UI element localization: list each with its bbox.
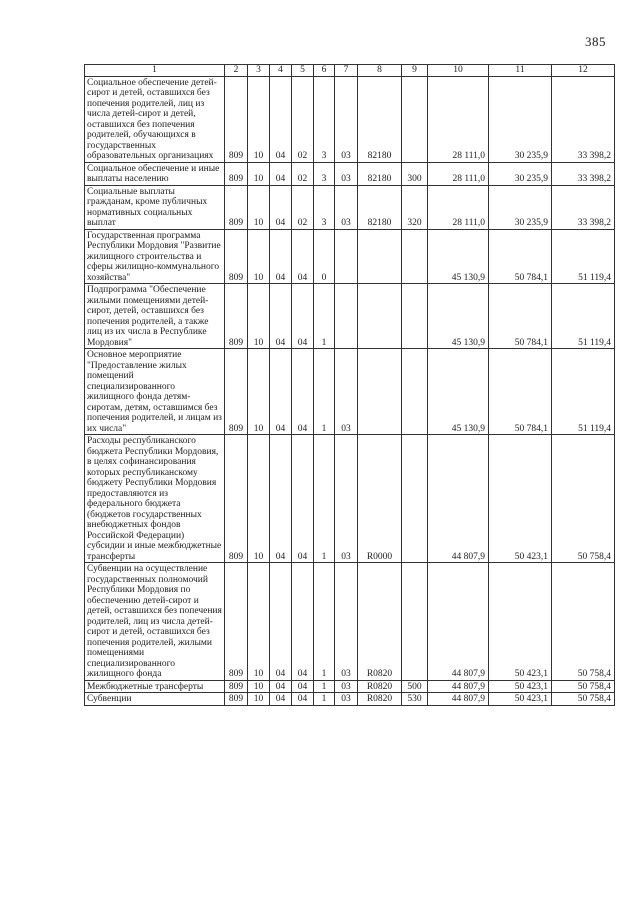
- cell-code-2: 809: [225, 349, 248, 435]
- cell-code-5: 04: [292, 435, 314, 563]
- cell-code-3: 10: [248, 76, 270, 162]
- cell-code-2: 809: [225, 284, 248, 349]
- cell-amount-10: 28 111,0: [428, 76, 489, 162]
- cell-code-5: 04: [292, 563, 314, 681]
- cell-code-7: 03: [335, 185, 358, 229]
- cell-amount-11: 30 235,9: [489, 76, 552, 162]
- cell-amount-11: 50 423,1: [489, 693, 552, 706]
- cell-code-3: 10: [248, 229, 270, 284]
- cell-code-3: 10: [248, 435, 270, 563]
- cell-code-8: 82180: [358, 162, 402, 185]
- column-header: 12: [552, 65, 615, 77]
- cell-code-4: 04: [270, 185, 292, 229]
- cell-code-8: [358, 349, 402, 435]
- cell-code-7: [335, 284, 358, 349]
- cell-code-2: 809: [225, 162, 248, 185]
- cell-code-5: 02: [292, 76, 314, 162]
- cell-code-3: 10: [248, 349, 270, 435]
- table-row: [85, 693, 615, 706]
- row-name: Субвенции: [85, 693, 225, 706]
- table-row: [85, 185, 615, 229]
- cell-code-6: 3: [314, 76, 335, 162]
- cell-amount-11: 50 784,1: [489, 229, 552, 284]
- cell-code-7: 03: [335, 349, 358, 435]
- table-row: [85, 349, 615, 435]
- cell-code-5: 02: [292, 162, 314, 185]
- cell-code-6: 3: [314, 162, 335, 185]
- row-name: Социальные выплаты гражданам, кроме публичных нормативных социальных выплат: [85, 185, 225, 229]
- cell-code-5: 04: [292, 693, 314, 706]
- cell-code-4: 04: [270, 693, 292, 706]
- cell-amount-12: 33 398,2: [552, 162, 615, 185]
- row-name: Подпрограмма "Обеспечение жилыми помещениями детей-сирот, детей, оставшихся без попечения родителей, а также лиц из их числа в Республике Мордовия": [85, 284, 225, 349]
- cell-amount-10: 44 807,9: [428, 435, 489, 563]
- column-header: 8: [358, 65, 402, 77]
- cell-code-7: [335, 229, 358, 284]
- cell-code-4: 04: [270, 435, 292, 563]
- cell-amount-12: 50 758,4: [552, 563, 615, 681]
- column-header: 4: [270, 65, 292, 77]
- cell-code-7: 03: [335, 563, 358, 681]
- cell-code-9: [402, 229, 428, 284]
- table-row: [85, 76, 615, 162]
- cell-code-9: [402, 563, 428, 681]
- cell-code-7: 03: [335, 693, 358, 706]
- column-header: 2: [225, 65, 248, 77]
- cell-amount-11: 50 423,1: [489, 563, 552, 681]
- cell-code-4: 04: [270, 563, 292, 681]
- cell-code-7: 03: [335, 76, 358, 162]
- cell-code-6: 1: [314, 693, 335, 706]
- cell-amount-12: 50 758,4: [552, 435, 615, 563]
- cell-code-3: 10: [248, 185, 270, 229]
- cell-code-7: 03: [335, 680, 358, 693]
- cell-amount-11: 30 235,9: [489, 185, 552, 229]
- cell-amount-10: 45 130,9: [428, 229, 489, 284]
- row-name: Расходы республиканского бюджета Республики Мордовия, в целях софинансирования которых республиканскому бюджету Республики Мордовия предоставляются из федерального бюджета (бюджетов государственных внебюджетных фондов Российской Федерации) субсидии и иные межбюджетные трансферты: [85, 435, 225, 563]
- cell-code-5: 04: [292, 680, 314, 693]
- cell-code-9: 530: [402, 693, 428, 706]
- cell-amount-12: 33 398,2: [552, 185, 615, 229]
- cell-code-2: 809: [225, 229, 248, 284]
- row-name: Государственная программа Республики Мордовия "Развитие жилищного строительства и сферы жилищно-коммунального хозяйства": [85, 229, 225, 284]
- table-row: [85, 680, 615, 693]
- cell-code-8: [358, 229, 402, 284]
- row-name: Субвенции на осуществление государственных полномочий Республики Мордовия по обеспечению детей-сирот и детей, оставшихся без попечения родителей, лиц из числа детей-сирот и детей, оставшихся без попечения родителей, жилыми помещениями специализированного жилищного фонда: [85, 563, 225, 681]
- table-row: [85, 229, 615, 284]
- cell-code-9: [402, 284, 428, 349]
- cell-code-4: 04: [270, 284, 292, 349]
- cell-amount-12: 33 398,2: [552, 76, 615, 162]
- cell-code-2: 809: [225, 693, 248, 706]
- cell-code-2: 809: [225, 435, 248, 563]
- cell-code-9: 500: [402, 680, 428, 693]
- cell-code-8: R0820: [358, 680, 402, 693]
- cell-code-4: 04: [270, 229, 292, 284]
- cell-code-8: [358, 284, 402, 349]
- cell-amount-11: 50 784,1: [489, 349, 552, 435]
- cell-amount-12: 50 758,4: [552, 680, 615, 693]
- cell-code-5: 04: [292, 229, 314, 284]
- cell-code-6: 1: [314, 680, 335, 693]
- cell-amount-12: 50 758,4: [552, 693, 615, 706]
- cell-code-8: R0820: [358, 693, 402, 706]
- cell-code-6: 1: [314, 435, 335, 563]
- cell-code-9: 300: [402, 162, 428, 185]
- cell-amount-10: 44 807,9: [428, 680, 489, 693]
- cell-amount-11: 30 235,9: [489, 162, 552, 185]
- header-row: [85, 65, 615, 77]
- column-header: 1: [85, 65, 225, 77]
- cell-code-3: 10: [248, 284, 270, 349]
- column-header: 11: [489, 65, 552, 77]
- cell-amount-12: 51 119,4: [552, 229, 615, 284]
- cell-amount-10: 45 130,9: [428, 284, 489, 349]
- row-name: Основное мероприятие "Предоставление жилых помещений специализированного жилищного фонда детям-сиротам, детям, оставшимся без попечения родителей, и лицам из их числа": [85, 349, 225, 435]
- cell-code-4: 04: [270, 680, 292, 693]
- cell-code-9: [402, 435, 428, 563]
- cell-code-3: 10: [248, 563, 270, 681]
- cell-code-6: 1: [314, 284, 335, 349]
- column-header: 7: [335, 65, 358, 77]
- cell-amount-10: 45 130,9: [428, 349, 489, 435]
- cell-code-3: 10: [248, 680, 270, 693]
- cell-code-6: 1: [314, 563, 335, 681]
- cell-code-4: 04: [270, 349, 292, 435]
- table-row: [85, 284, 615, 349]
- cell-code-2: 809: [225, 680, 248, 693]
- cell-code-8: R0820: [358, 563, 402, 681]
- table-row: [85, 162, 615, 185]
- cell-code-4: 04: [270, 162, 292, 185]
- cell-amount-12: 51 119,4: [552, 284, 615, 349]
- cell-code-5: 04: [292, 349, 314, 435]
- cell-code-9: 320: [402, 185, 428, 229]
- table-row: [85, 435, 615, 563]
- table-row: [85, 563, 615, 681]
- cell-amount-10: 44 807,9: [428, 563, 489, 681]
- cell-code-4: 04: [270, 76, 292, 162]
- cell-amount-11: 50 423,1: [489, 680, 552, 693]
- cell-code-5: 02: [292, 185, 314, 229]
- cell-code-7: 03: [335, 162, 358, 185]
- row-name: Социальное обеспечение и иные выплаты населению: [85, 162, 225, 185]
- cell-code-6: 3: [314, 185, 335, 229]
- cell-amount-11: 50 784,1: [489, 284, 552, 349]
- budget-table: [84, 64, 615, 706]
- cell-amount-10: 28 111,0: [428, 185, 489, 229]
- column-header: 9: [402, 65, 428, 77]
- cell-amount-10: 28 111,0: [428, 162, 489, 185]
- column-header: 6: [314, 65, 335, 77]
- cell-amount-11: 50 423,1: [489, 435, 552, 563]
- cell-code-3: 10: [248, 162, 270, 185]
- cell-code-6: 1: [314, 349, 335, 435]
- column-header: 3: [248, 65, 270, 77]
- cell-code-9: [402, 76, 428, 162]
- cell-code-8: 82180: [358, 76, 402, 162]
- cell-code-8: 82180: [358, 185, 402, 229]
- row-name: Социальное обеспечение детей-сирот и детей, оставшихся без попечения родителей, лиц из числа детей-сирот и детей, оставшихся без попечения родителей, обучающихся в государственных образовательных организациях: [85, 76, 225, 162]
- cell-code-7: 03: [335, 435, 358, 563]
- page-number: 385: [585, 34, 606, 49]
- cell-code-6: 0: [314, 229, 335, 284]
- cell-amount-10: 44 807,9: [428, 693, 489, 706]
- column-header: 5: [292, 65, 314, 77]
- cell-code-2: 809: [225, 76, 248, 162]
- row-name: Межбюджетные трансферты: [85, 680, 225, 693]
- cell-code-9: [402, 349, 428, 435]
- column-header: 10: [428, 65, 489, 77]
- cell-code-2: 809: [225, 185, 248, 229]
- cell-code-5: 04: [292, 284, 314, 349]
- cell-code-2: 809: [225, 563, 248, 681]
- cell-amount-12: 51 119,4: [552, 349, 615, 435]
- cell-code-3: 10: [248, 693, 270, 706]
- cell-code-8: R0000: [358, 435, 402, 563]
